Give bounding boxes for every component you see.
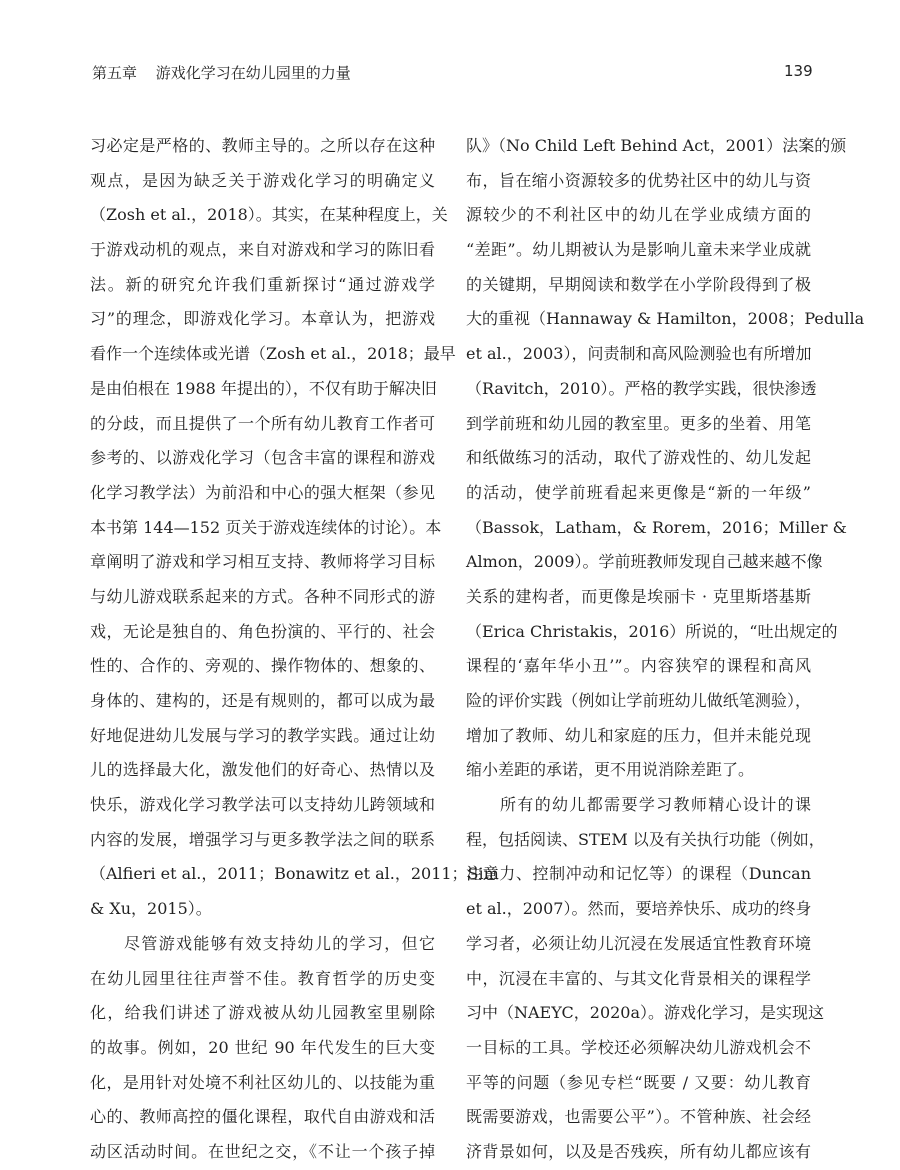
text-line: 习必定是严格的、教师主导的。之所以存在这种 — [90, 136, 435, 155]
text-line: 与幼儿游戏联系起来的方式。各种不同形式的游 — [90, 586, 435, 606]
text-line: 内容的发展，增强学习与更多教学法之间的联系 — [90, 829, 435, 849]
text-line: et al.，2007）。然而，要培养快乐、成功的终身 — [466, 899, 812, 919]
text-line: 章阐明了游戏和学习相互支持、教师将学习目标 — [90, 552, 435, 572]
text-line: 布，旨在缩小资源较多的优势社区中的幼儿与资 — [466, 170, 811, 190]
text-line: 缩小差距的承诺，更不用说消除差距了。 — [466, 760, 755, 780]
text-line: （Ravitch，2010）。严格的教学实践，很快渗透 — [466, 378, 817, 398]
text-line: 大的重视（Hannaway & Hamilton，2008；Pedulla — [466, 309, 865, 329]
text-line: 习”的理念，即游戏化学习。本章认为，把游戏 — [90, 309, 435, 329]
text-line: 参考的、以游戏化学习（包含丰富的课程和游戏 — [90, 448, 435, 468]
text-line: 增加了教师、幼儿和家庭的压力，但并未能兑现 — [466, 725, 811, 745]
text-line: 队》（No Child Left Behind Act，2001）法案的颁 — [466, 136, 847, 155]
text-line: 的活动，使学前班看起来更像是“新的一年级” — [466, 482, 811, 502]
text-line: 课程的‘嘉年华小丑’”。内容狭窄的课程和高风 — [466, 656, 811, 676]
text-line: 心的、教师高控的僵化课程，取代自由游戏和活 — [90, 1107, 435, 1127]
text-line: 是由伯根在 1988 年提出的），不仅有助于解决旧 — [90, 378, 437, 398]
text-line: 的故事。例如，20 世纪 90 年代发生的巨大变 — [90, 1037, 435, 1057]
text-line: 身体的、建构的，还是有规则的，都可以成为最 — [90, 691, 435, 710]
text-line: & Xu，2015）。 — [90, 899, 212, 919]
text-line: 既需要游戏，也需要公平”）。不管种族、社会经 — [466, 1107, 811, 1127]
text-line: 在幼儿园里往往声誉不佳。教育哲学的历史变 — [90, 968, 435, 988]
text-line: （Bassok，Latham，& Rorem，2016；Miller & — [466, 517, 847, 537]
text-line: （Erica Christakis，2016）所说的，“吐出规定的 — [466, 621, 838, 641]
page-number: 139 — [784, 62, 813, 80]
text-line: 平等的问题（参见专栏“既要 / 又要：幼儿教育 — [466, 1072, 811, 1092]
text-line: 学习者，必须让幼儿沉浸在发展适宜性教育环境 — [466, 933, 811, 953]
text-line: 快乐，游戏化学习教学法可以支持幼儿跨领域和 — [90, 795, 435, 815]
running-head — [92, 62, 351, 83]
text-line: 动区活动时间。在世纪之交，《不让一个孩子掉 — [90, 1141, 435, 1161]
text-line: （Zosh et al.，2018）。其实，在某种程度上，关 — [90, 205, 448, 225]
text-line: 源较少的不利社区中的幼儿在学业成绩方面的 — [466, 205, 811, 225]
left-text-column — [90, 129, 499, 1170]
text-line: 看作一个连续体或光谱（Zosh et al.，2018；最早 — [90, 344, 456, 364]
text-line: 到学前班和幼儿园的教室里。更多的坐着、用笔 — [466, 413, 811, 433]
text-line: 本书第 144—152 页关于游戏连续体的讨论）。本 — [90, 517, 442, 537]
text-line: et al.，2003），问责制和高风险测验也有所增加 — [466, 344, 812, 364]
text-line: Almon，2009）。学前班教师发现自己越来越不像 — [466, 552, 823, 572]
text-line: 尽管游戏能够有效支持幼儿的学习，但它 — [124, 933, 435, 953]
text-line: “差距”。幼儿期被认为是影响儿童未来学业成就 — [466, 240, 811, 260]
text-line: 化，是用针对处境不利社区幼儿的、以技能为重 — [90, 1072, 435, 1092]
text-line: 性的、合作的、旁观的、操作物体的、想象的、 — [90, 656, 435, 676]
text-line: 化学习教学法）为前沿和中心的强大框架（参见 — [90, 482, 435, 502]
text-line: 的关键期，早期阅读和数学在小学阶段得到了极 — [466, 274, 811, 294]
text-line: 所有的幼儿都需要学习教师精心设计的课 — [500, 795, 811, 815]
chapter-label: 第五章 — [92, 64, 138, 82]
text-line: 济背景如何，以及是否残疾，所有幼儿都应该有 — [466, 1141, 811, 1161]
text-line: 和纸做练习的活动，取代了游戏性的、幼儿发起 — [466, 448, 811, 468]
chapter-title: 游戏化学习在幼儿园里的力量 — [155, 64, 351, 82]
text-line: 好地促进幼儿发展与学习的教学实践。通过让幼 — [90, 725, 435, 745]
text-line: （Alfieri et al.，2011；Bonawitz et al.，2011；Sim — [90, 864, 499, 884]
text-line: 观点，是因为缺乏关于游戏化学习的明确定义 — [90, 170, 435, 190]
text-line: 戏，无论是独自的、角色扮演的、平行的、社会 — [90, 621, 435, 641]
text-line: 的分歧，而且提供了一个所有幼儿教育工作者可 — [90, 413, 435, 433]
text-line: 中，沉浸在丰富的、与其文化背景相关的课程学 — [466, 968, 811, 988]
text-line: 险的评价实践（例如让学前班幼儿做纸笔测验）， — [466, 691, 811, 710]
text-line: 于游戏动机的观点，来自对游戏和学习的陈旧看 — [90, 240, 435, 260]
text-line: 注意力、控制冲动和记忆等）的课程（Duncan — [466, 864, 811, 884]
right-text-column — [466, 129, 865, 1170]
text-line: 儿的选择最大化，激发他们的好奇心、热情以及 — [90, 760, 435, 780]
text-line: 法。新的研究允许我们重新探讨“通过游戏学 — [90, 274, 435, 294]
text-line: 程，包括阅读、STEM 以及有关执行功能（例如， — [466, 829, 825, 849]
text-line: 化，给我们讲述了游戏被从幼儿园教室里剔除 — [90, 1003, 435, 1023]
text-line: 习中（NAEYC，2020a）。游戏化学习，是实现这 — [466, 1003, 825, 1023]
text-line: 关系的建构者，而更像是埃丽卡 · 克里斯塔基斯 — [466, 586, 811, 606]
text-line: 一目标的工具。学校还必须解决幼儿游戏机会不 — [466, 1037, 811, 1057]
